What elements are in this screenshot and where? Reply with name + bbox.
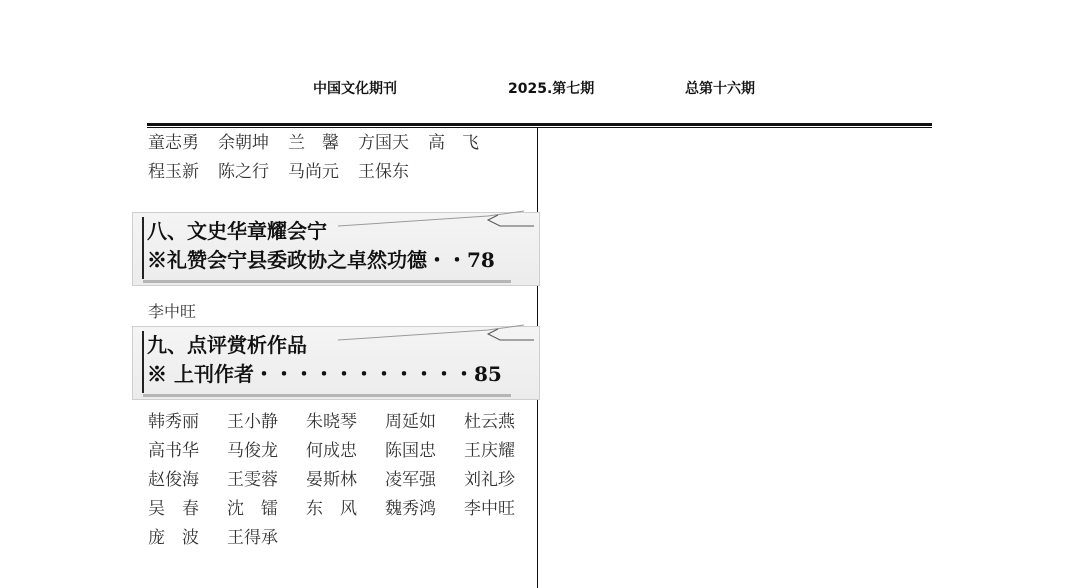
author-name: 马俊龙 xyxy=(227,441,278,461)
author-name: 陈国忠 xyxy=(385,441,436,461)
header-rule-thick xyxy=(147,123,932,126)
author-name: 晏斯林 xyxy=(306,470,357,490)
author-names-top xyxy=(148,129,498,187)
author-name: 王得承 xyxy=(227,528,278,548)
author-name: 兰 馨 xyxy=(288,133,339,153)
author-name: 杜云燕 xyxy=(464,412,515,432)
name-row xyxy=(148,437,543,466)
name-row xyxy=(148,408,543,437)
author-name: 王小静 xyxy=(227,412,278,432)
name-row xyxy=(148,158,498,187)
banner-curl-decoration xyxy=(338,210,534,228)
author-name: 刘礼珍 xyxy=(464,470,515,490)
author-name: 马尚元 xyxy=(288,162,339,182)
banner-bottom-shadow xyxy=(143,280,511,283)
section-heading: 八、文史华章耀会宁 xyxy=(147,219,327,243)
author-name: 王雯蓉 xyxy=(227,470,278,490)
name-row xyxy=(148,524,543,553)
toc-entry: ※ 上刊作者・・・・・・・・・・・85 xyxy=(147,362,502,386)
banner-bottom-shadow xyxy=(143,394,511,397)
author-name: 周延如 xyxy=(385,412,436,432)
author-name: 朱晓琴 xyxy=(306,412,357,432)
author-name: 东 风 xyxy=(306,499,357,519)
author-name: 何成忠 xyxy=(306,441,357,461)
author-name: 赵俊海 xyxy=(148,470,199,490)
total-issue-number: 总第十六期 xyxy=(685,81,755,97)
author-name: 吴 春 xyxy=(148,499,199,519)
name-row xyxy=(148,129,498,158)
author-name: 韩秀丽 xyxy=(148,412,199,432)
author-name: 沈 镭 xyxy=(227,499,278,519)
toc-entry: ※礼赞会宁县委政协之卓然功德・・78 xyxy=(147,248,495,272)
author-names-bottom xyxy=(148,408,543,553)
author-name: 凌军强 xyxy=(385,470,436,490)
section-heading: 九、点评赏析作品 xyxy=(147,333,307,357)
author-name: 王保东 xyxy=(358,162,409,182)
author-name: 高书华 xyxy=(148,441,199,461)
author-name: 童志勇 xyxy=(148,133,199,153)
issue-number: 2025.第七期 xyxy=(508,81,595,97)
name-row xyxy=(148,466,543,495)
author-name: 余朝坤 xyxy=(218,133,269,153)
section-banner-8 xyxy=(132,212,540,286)
banner-curl-decoration xyxy=(338,324,534,342)
author-name: 李中旺 xyxy=(464,499,515,519)
banner-left-edge xyxy=(142,217,144,279)
author-name: 方国天 xyxy=(358,133,409,153)
author-name: 庞 波 xyxy=(148,528,199,548)
author-name: 魏秀鸿 xyxy=(385,499,436,519)
author-name: 李中旺 xyxy=(148,302,197,321)
header-rule-thin xyxy=(147,127,932,128)
journal-title: 中国文化期刊 xyxy=(313,81,397,97)
author-name: 陈之行 xyxy=(218,162,269,182)
author-name: 程玉新 xyxy=(148,162,199,182)
section-banner-9 xyxy=(132,326,540,400)
author-name: 高 飞 xyxy=(428,133,479,153)
author-name: 王庆耀 xyxy=(464,441,515,461)
name-row xyxy=(148,495,543,524)
banner-left-edge xyxy=(142,331,144,393)
